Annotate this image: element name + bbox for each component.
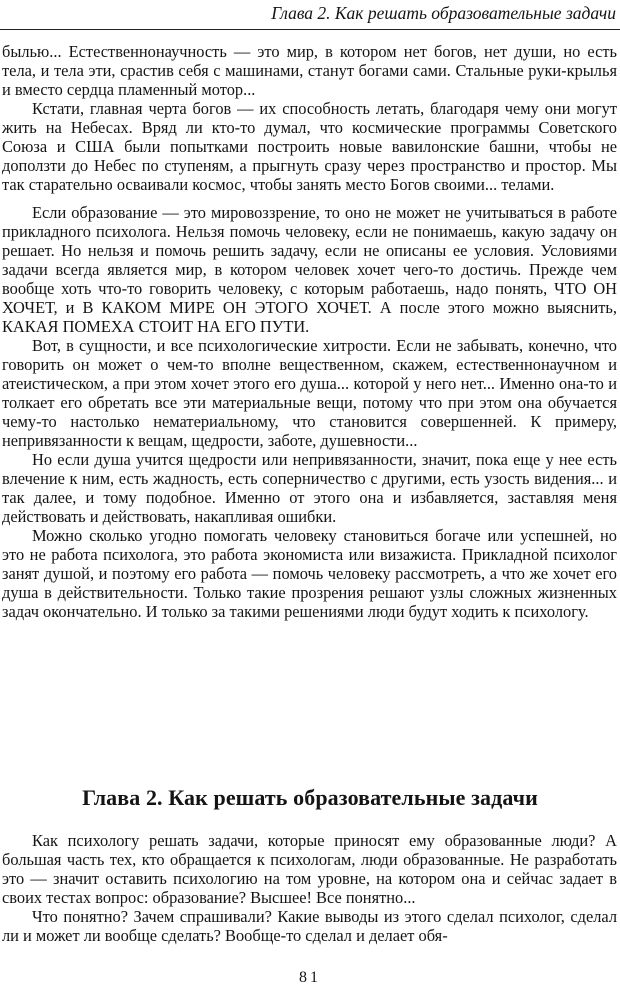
paragraph: Кстати, главная черта богов — их способность летать, благодаря чему они могут жить на Небесах. Вряд ли кто-то думал, что космические программы Советского Союза и США были попытками построить новые вавилонские башни, чтобы не доползти до Небес по ступеням, а прыгнуть сразу через пространство и простор. Мы так старательно осваивали космос, чтобы занять место Богов своими... телами. [2,99,617,194]
running-header: Глава 2. Как решать образовательные задачи [271,3,616,23]
paragraph: былью... Естественнонаучность — это мир, в котором нет богов, нет души, но есть тела, и тела эти, срастив себя с машинами, станут богами сами. Стальные руки-крылья и вместо сердца пламенный мотор... [2,42,617,99]
body-text-bottom [2,831,617,945]
paragraph: Но если душа учится щедрости или непривязанности, значит, пока еще у нее есть влечение к ним, есть жадность, есть соперничество с другими, есть узость видения... и так далее, и тому подобное. Именно от этого она и избавляется, заставляя меня действовать и действовать, накапливая ошибки. [2,450,617,526]
paragraph: Что понятно? Зачем спрашивали? Какие выводы из этого сделал психолог, сделал ли и может ли вообще сделать? Вообще-то сделал и делает обя- [2,907,617,945]
paragraph: Вот, в сущности, и все психологические хитрости. Если не забывать, конечно, что говорить он может о чем-то вполне вещественном, скажем, естественнонаучном и атеистическом, а при этом хочет этого его душа... которой у него нет... Именно она-то и толкает его обретать все эти материальные вещи, потому что при этом она обучается чему-то настолько нематериальному, что становится совершенней. К примеру, непривязанности к вещам, щедрости, заботе, душевности... [2,336,617,450]
paragraph: Если образование — это мировоззрение, то оно не может не учитываться в работе прикладного психолога. Нельзя помочь человеку, если не понимаешь, какую задачу он решает. Но нельзя и помочь решить задачу, если не описаны ее условия. Условиями задачи всегда является мир, в котором человек хочет чего-то достичь. Прежде чем вообще хоть что-то говорить человеку, с которым работаешь, надо понять, ЧТО ОН ХОЧЕТ, и В КАКОМ МИРЕ ОН ЭТОГО ХОЧЕТ. А после этого можно выяснить, КАКАЯ ПОМЕХА СТОИТ НА ЕГО ПУТИ. [2,203,617,336]
paragraph: Как психологу решать задачи, которые приносят ему образованные люди? А большая часть тех, кто обращается к психологам, люди образованные. Не разработать это — значит оставить психологию на том уровне, на котором она и сейчас задает в своих тестах вопрос: образование? Высшее! Все понятно... [2,831,617,907]
page-number: 81 [299,969,321,986]
header-rule [0,29,620,30]
paragraph: Можно сколько угодно помогать человеку становиться богаче или успешней, но это не работа психолога, это работа экономиста или визажиста. Прикладной психолог занят душой, и поэтому его работа — помочь человеку рассмотреть, а что же хочет его душа в действительности. Только такие прозрения решают узлы сложных жизненных задач окончательно. И только за такими решениями люди будут ходить к психологу. [2,526,617,621]
body-text-top [2,42,617,621]
chapter-title: Глава 2. Как решать образовательные задачи [82,785,538,810]
